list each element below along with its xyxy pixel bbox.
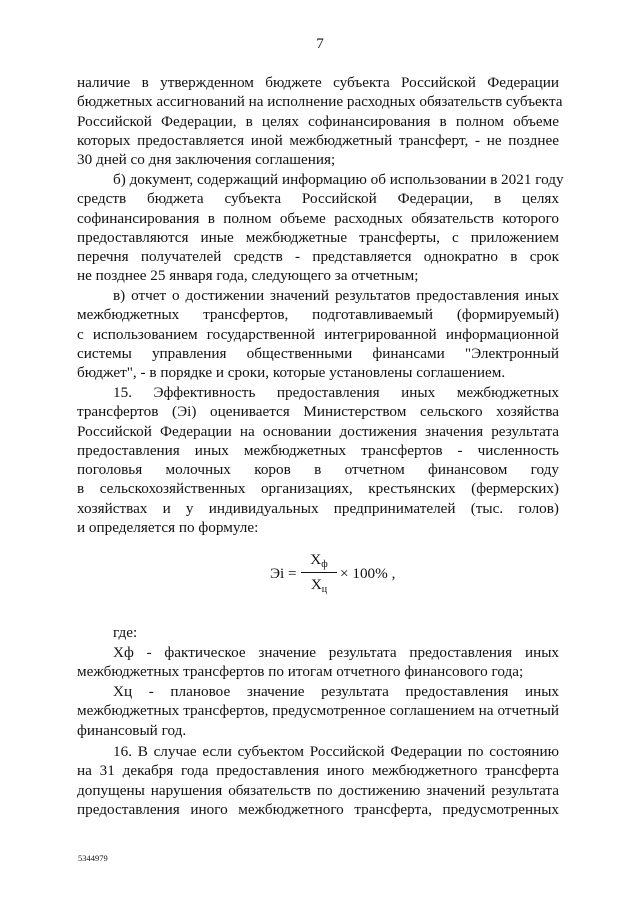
text-line: которых предоставляется иной межбюджетный трансферт, - не позднее [77,131,559,149]
text-line: системы управления общественными финансами "Электронный [77,344,559,362]
fraction-bar [301,572,337,573]
formula-fraction [301,550,337,595]
text-line: бюджетных ассигнований на исполнение расходных обязательств субъекта [77,93,563,111]
text-line: на 31 декабря года предоставления иного межбюджетного трансферта [77,762,559,780]
text-line: с использованием государственной интегрированной информационной [77,325,559,343]
text-line: допущены нарушения обязательств по достижению значений результата [77,781,559,799]
text-line: перечня получателей средств - представляется однократно в срок [77,248,559,266]
text-line: предоставляются иные межбюджетные трансферты, с приложением [77,228,559,246]
text-line: не позднее 25 января года, следующего за отчетным; [77,267,419,285]
definition-planned-value [77,682,559,740]
formula-lhs: Эi = [270,565,297,582]
text-line: Xф - фактическое значение результата предоставления иных [113,644,559,661]
definition-actual-value [77,643,559,682]
document-code: 5344979 [78,853,108,863]
text-line: предоставления иного межбюджетного трансферта, предусмотренных [77,800,559,818]
text-line: хозяйствах и у индивидуальных предпринимателей (тыс. голов) [77,499,559,517]
text-line: финансовый год. [77,721,187,739]
text-line: в сельскохозяйственных организациях, крестьянских (фермерских) [77,480,559,498]
text-line: межбюджетных трансфертов, подготавливаемый (формируемый) [77,306,559,324]
text-line: б) документ, содержащий информацию об использовании в 2021 году [113,171,564,188]
text-line: и определяется по формуле: [77,519,259,537]
text-line: трансфертов (Эi) оценивается Министерством сельского хозяйства [77,403,559,421]
formula-rhs: × 100% , [340,565,396,582]
paragraph-item-b [77,170,564,286]
text-line: поголовья молочных коров в отчетном финансовом году [77,461,559,479]
text-line: бюджет", - в порядке и сроки, которые установлены соглашением. [77,364,506,382]
text-line: 15. Эффективность предоставления иных межбюджетных [113,384,559,401]
text-line: предоставления иных межбюджетных трансфертов - численность [77,441,559,459]
page-number: 7 [316,35,324,52]
text-line: софинансирования в полном объеме расходных обязательств которого [77,209,559,227]
efficiency-formula [0,550,640,600]
text-line: 16. В случае если субъектом Российской Федерации по состоянию [113,743,559,760]
text-line: Российской Федерации на основании достижения значения результата [77,422,559,440]
text-line: межбюджетных трансфертов, предусмотренное соглашением на отчетный [77,702,559,720]
paragraph-budget-availability [77,73,563,169]
formula-denominator: $X_ц$ [310,576,328,595]
text-line: средств бюджета субъекта Российской Федерации, в целях [77,190,559,208]
text-line: наличие в утвержденном бюджете субъекта Российской Федерации [77,74,559,91]
text-line: Российской Федерации, в целях софинансирования в полном объеме [77,112,559,130]
text-line: 30 дней со дня заключения соглашения; [77,151,336,169]
text-line: в) отчет о достижении значений результатов предоставления иных [113,287,559,304]
paragraph-item-v [77,286,559,382]
text-line: межбюджетных трансфертов по итогам отчетного финансового года; [77,663,524,681]
paragraph-section-16 [77,742,559,819]
text-line: где: [113,624,138,641]
where-label [77,623,559,642]
text-line: Xц - плановое значение результата предоставления иных [113,683,559,700]
paragraph-section-15 [77,383,559,537]
formula-numerator: $X_ф$ [310,551,328,570]
